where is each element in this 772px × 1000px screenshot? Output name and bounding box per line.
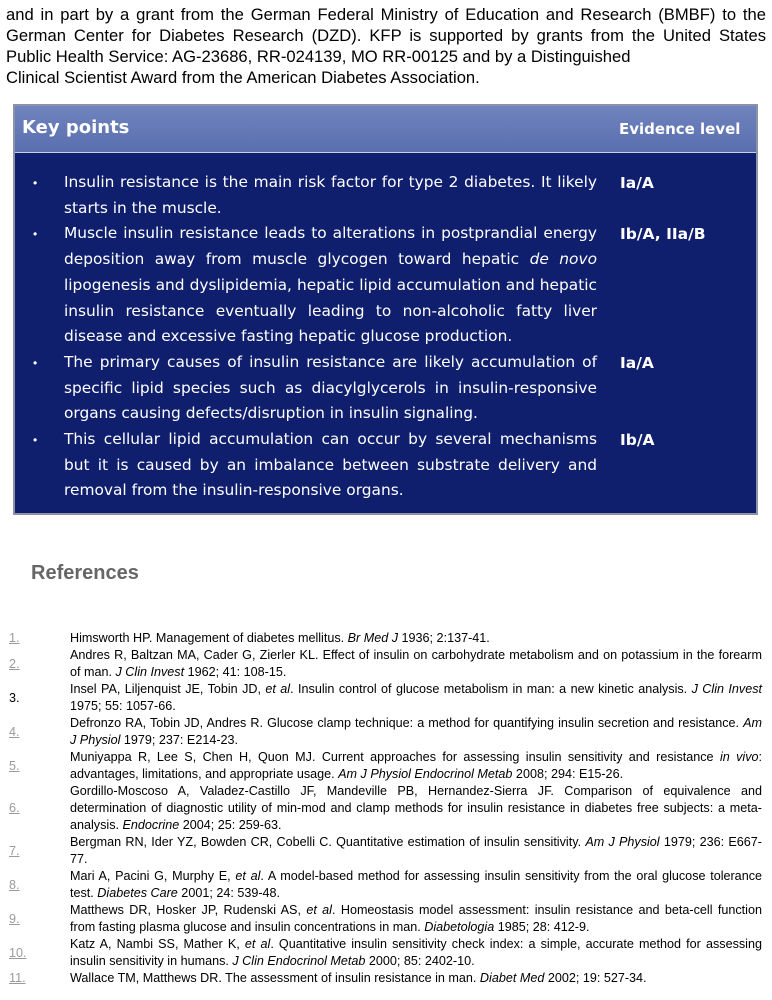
reference-text-segment: Wallace TM, Matthews DR. The assessment of insulin resistance in man. — [70, 971, 480, 985]
funding-text-last-line: Clinical Scientist Award from the American Diabetes Association. — [6, 68, 480, 87]
key-point-item — [15, 427, 756, 504]
reference-text-segment: . Quantitative insulin sensitivity check index: a simple, accurate method for assessing insulin sensitivity in humans. — [70, 937, 762, 968]
reference-italic-text: Br Med J — [347, 631, 399, 645]
reference-text-segment: . Homeostasis model assessment: insulin resistance and beta-cell function from fasting plasma glucose and insulin concentrations in man. — [70, 903, 762, 934]
reference-text — [70, 715, 762, 749]
key-points-list — [15, 170, 756, 504]
funding-paragraph — [6, 4, 766, 88]
funding-text: and in part by a grant from the German Federal Ministry of Education and Research (BMBF) to the German Center for Diabetes Research (DZD). KFP is supported by grants from the United States Public Health Service: AG-23686, RR-024139, MO RR-00125 and by a Distinguished — [6, 5, 766, 66]
key-point-text — [64, 350, 597, 427]
reference-text-segment: Gordillo-Moscoso A, Valadez-Castillo JF, Mandeville PB, Hernandez-Sierra JF. Comparison of equivalence and determination of diagnostic utility of min-mod and clamp methods for insulin resistance in diabetes free subjects: a meta-analysis. — [70, 784, 762, 832]
evidence-level: Ia/A — [620, 353, 654, 372]
reference-text-segment: 2004; 25: 259-63. — [179, 818, 282, 832]
reference-number-link[interactable]: 8. — [9, 877, 20, 892]
reference-text-segment: Katz A, Nambi SS, Mather K, — [70, 937, 245, 951]
reference-italic-text: Diabetologia — [424, 920, 495, 934]
key-point-item — [15, 170, 756, 221]
reference-text — [70, 749, 762, 783]
key-point-text-segment: lipogenesis and dyslipidemia, hepatic lipid accumulation and hepatic insulin resistance eventually leading to non-alcoholic fatty liver disease and excessive fasting hepatic glucose production. — [64, 275, 597, 346]
reference-item — [0, 868, 772, 902]
reference-item — [0, 630, 772, 647]
reference-text — [70, 630, 762, 647]
reference-italic-text: et al — [244, 937, 271, 951]
reference-italic-text: et al — [306, 903, 332, 917]
evidence-level: Ib/A — [620, 431, 655, 450]
reference-number-link[interactable]: 10. — [9, 945, 27, 960]
reference-italic-text: Am J Physiol — [585, 835, 660, 849]
key-points-header — [15, 106, 756, 153]
reference-text — [70, 834, 762, 868]
key-point-text-segment: This cellular lipid accumulation can occur by several mechanisms but it is caused by an imbalance between substrate delivery and removal from the insulin-responsive organs. — [64, 430, 597, 500]
reference-italic-text: Endocrine — [122, 818, 180, 832]
reference-number-link[interactable]: 6. — [9, 801, 20, 815]
reference-italic-text: Diabet Med — [479, 971, 545, 985]
reference-text-segment: . A model-based method for assessing insulin sensitivity from the oral glucose tolerance test. — [70, 869, 762, 900]
key-point-text — [64, 221, 597, 350]
reference-text — [70, 783, 762, 834]
evidence-level: Ia/A — [620, 174, 654, 192]
bullet-icon: • — [33, 433, 38, 448]
reference-text — [70, 936, 762, 970]
bullet-icon: • — [33, 355, 38, 370]
reference-italic-text: J Clin Invest — [115, 665, 185, 679]
reference-item — [0, 715, 772, 749]
reference-text-segment: Mari A, Pacini G, Murphy E, — [70, 869, 236, 883]
reference-number: 3. — [9, 690, 20, 705]
reference-text-segment: Insel PA, Liljenquist JE, Tobin JD, — [70, 682, 266, 696]
reference-number-link[interactable]: 5. — [9, 758, 20, 773]
references-heading: References — [31, 562, 139, 584]
key-point-item — [15, 350, 756, 427]
reference-text-segment: 1979; 237: E214-23. — [120, 733, 239, 747]
reference-item — [0, 936, 772, 970]
reference-item — [0, 681, 772, 715]
reference-item — [0, 783, 772, 834]
reference-text — [70, 868, 762, 902]
key-point-italic-text: de novo — [529, 250, 597, 269]
evidence-level: Ib/A, IIa/B — [620, 225, 706, 244]
reference-text-segment: Andres R, Baltzan MA, Cader G, Zierler KL. Effect of insulin on carbohydrate metabolism and on potassium in the forearm of man. — [70, 648, 762, 679]
reference-italic-text: Am J Physiol — [70, 716, 762, 747]
reference-text-segment: 2002; 19: 527-34. — [544, 971, 647, 985]
reference-item — [0, 970, 772, 987]
key-point-text-segment: The primary causes of insulin resistance are likely accumulation of specific lipid species such as diacylglycerols in insulin-responsive organs causing defects/disruption in insulin signaling. — [64, 352, 597, 423]
reference-italic-text: Am J Physiol Endocrinol Metab — [338, 767, 513, 781]
reference-number-link[interactable]: 4. — [9, 724, 20, 739]
reference-text-segment: Bergman RN, Ider YZ, Bowden CR, Cobelli C. Quantitative estimation of insulin sensitivity. — [70, 835, 586, 849]
reference-number-link[interactable]: 1. — [9, 631, 20, 645]
reference-italic-text: in vivo — [719, 750, 759, 764]
key-point-text — [64, 170, 597, 221]
reference-number-link[interactable]: 11. — [9, 971, 26, 985]
key-point-text-segment: Insulin resistance is the main risk factor for type 2 diabetes. It likely starts in the muscle. — [64, 173, 597, 217]
reference-number-link[interactable]: 7. — [9, 843, 20, 858]
bullet-icon: • — [33, 176, 38, 190]
reference-italic-text: J Clin Endocrinol Metab — [232, 954, 366, 968]
reference-text-segment: 1975; 55: 1057-66. — [70, 699, 176, 713]
reference-italic-text: Diabetes Care — [97, 886, 178, 900]
reference-text — [70, 681, 762, 715]
reference-text-segment: . Insulin control of glucose metabolism in man: a new kinetic analysis. — [290, 682, 692, 696]
reference-text-segment: 1936; 2:137-41. — [398, 631, 490, 645]
reference-text-segment: Defronzo RA, Tobin JD, Andres R. Glucose clamp technique: a method for quantifying insulin secretion and resistance. — [70, 716, 744, 730]
key-point-text — [64, 427, 597, 504]
reference-text — [70, 902, 762, 936]
reference-italic-text: J Clin Invest — [691, 682, 762, 696]
reference-text-segment: 1962; 41: 108-15. — [184, 665, 287, 679]
reference-item — [0, 902, 772, 936]
reference-item — [0, 749, 772, 783]
reference-text-segment: Himsworth HP. Management of diabetes mellitus. — [70, 631, 348, 645]
reference-text-segment: 2008; 294: E15-26. — [512, 767, 624, 781]
reference-text-segment: 1979; 236: E667-77. — [70, 835, 762, 866]
reference-italic-text: et al — [265, 682, 291, 696]
key-point-item — [15, 221, 756, 350]
key-points-box — [13, 104, 758, 515]
reference-text-segment: Matthews DR, Hosker JP, Rudenski AS, — [70, 903, 307, 917]
reference-italic-text: et al — [235, 869, 261, 883]
reference-item — [0, 834, 772, 868]
reference-text-segment: : advantages, limitations, and appropriate usage. — [70, 750, 762, 781]
key-point-text-segment: Muscle insulin resistance leads to alterations in postprandial energy deposition away from muscle glycogen toward hepatic — [64, 224, 597, 269]
evidence-level-title: Evidence level — [619, 120, 741, 138]
reference-number-link[interactable]: 9. — [9, 911, 20, 926]
reference-text-segment: Muniyappa R, Lee S, Chen H, Quon MJ. Current approaches for assessing insulin sensitivity and resistance — [70, 750, 720, 764]
reference-number-link[interactable]: 2. — [9, 656, 20, 671]
reference-text — [70, 970, 762, 987]
references-list — [0, 630, 772, 987]
key-points-title: Key points — [22, 117, 130, 138]
reference-text-segment: 2001; 24: 539-48. — [177, 886, 281, 900]
reference-text — [70, 647, 762, 681]
reference-text-segment: 2000; 85: 2402-10. — [365, 954, 475, 968]
bullet-icon: • — [33, 227, 38, 242]
reference-item — [0, 647, 772, 681]
reference-text-segment: 1985; 28: 412-9. — [494, 920, 590, 934]
